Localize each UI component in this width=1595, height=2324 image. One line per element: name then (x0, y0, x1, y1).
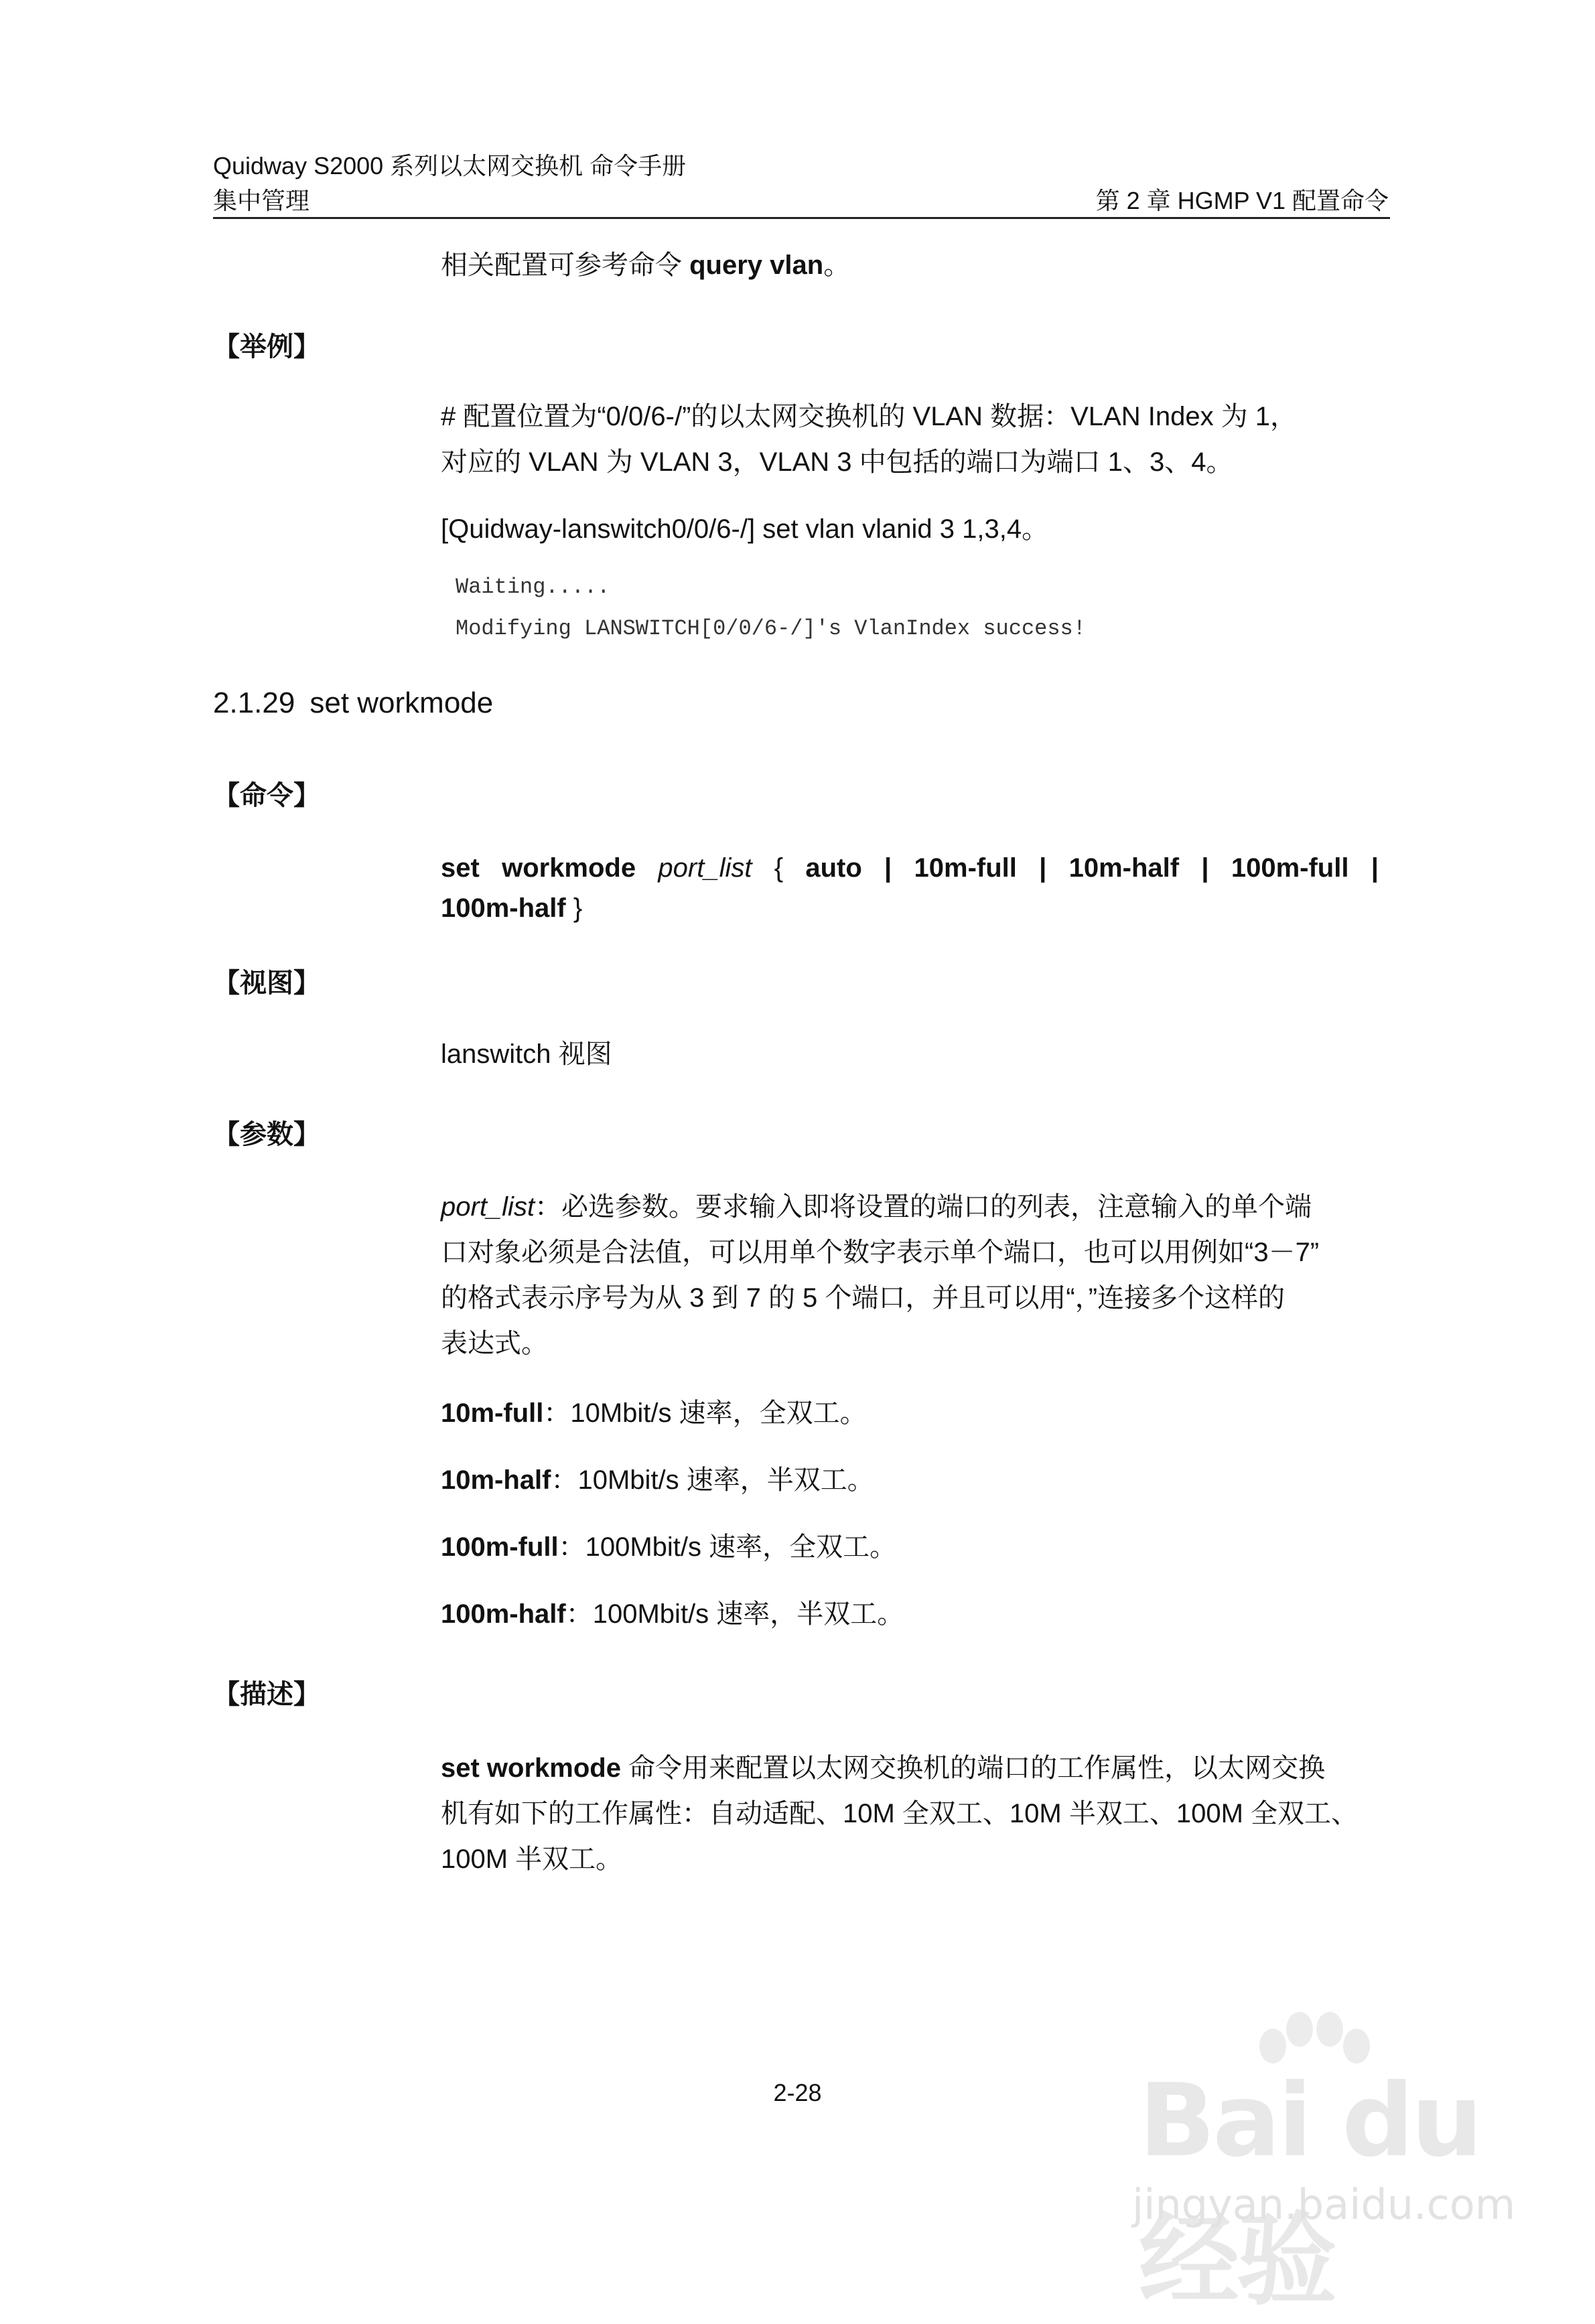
subsection-heading (213, 683, 493, 723)
param-item-name: 10m-full (441, 1398, 544, 1428)
param-port-list (441, 1184, 1379, 1366)
param-port-list-line2: 口对象必须是合法值，可以用单个数字表示单个端口，也可以用例如“3－7” (441, 1238, 1320, 1267)
desc-line3: 100M 半双工。 (441, 1844, 623, 1874)
param-port-list-name: port_list (441, 1192, 535, 1222)
param-item-name: 100m-full (441, 1532, 559, 1562)
param-port-list-text: ：必选参数。要求输入即将设置的端口的列表，注意输入的单个端 (535, 1192, 1312, 1222)
param-port-list-line1 (441, 1184, 1379, 1230)
param-item-name: 10m-half (441, 1465, 551, 1495)
desc-line2: 机有如下的工作属性：自动适配、10M 全双工、10M 半双工、100M 全双工、 (441, 1799, 1359, 1828)
view-tag: 【视图】 (213, 968, 320, 998)
syntax-option-10m-half: 10m-half (1068, 853, 1180, 883)
syntax-command: set workmode (441, 853, 636, 883)
example-description (441, 394, 1379, 485)
syntax-option-100m-full: 100m-full (1231, 853, 1349, 883)
view-text: lanswitch 视图 (441, 1039, 612, 1069)
example-output-line: Modifying LANSWITCH[0/0/6-/]'s VlanIndex success! (456, 616, 1086, 641)
param-port-list-line4: 表达式。 (441, 1329, 548, 1358)
command-syntax-line1 (441, 845, 1379, 891)
syntax-separator: | (1039, 853, 1047, 883)
header-left (213, 149, 686, 218)
intro-command: query vlan (689, 250, 824, 280)
param-port-list-line3: 的格式表示序号为从 3 到 7 的 5 个端口，并且可以用“，”连接多个这样的 (441, 1283, 1286, 1313)
syntax-option-10m-full: 10m-full (914, 853, 1017, 883)
header-title: Quidway S2000 系列以太网交换机 命令手册 (213, 152, 687, 179)
syntax-argument: port_list (658, 853, 752, 883)
subsection-title: set workmode (309, 686, 494, 719)
param-item-name: 100m-half (441, 1599, 566, 1629)
param-item-desc: ：10Mbit/s 速率，半双工。 (551, 1465, 874, 1495)
command-syntax (441, 845, 1379, 931)
desc-command: set workmode (441, 1753, 621, 1783)
command-tag: 【命令】 (213, 781, 320, 810)
example-desc-line2: 对应的 VLAN 为 VLAN 3，VLAN 3 中包括的端口为端口 1、3、4。 (441, 447, 1233, 477)
syntax-option-100m-half: 100m-half (441, 893, 566, 923)
example-tag: 【举例】 (213, 332, 320, 362)
baidu-watermark (1125, 2009, 1581, 2319)
syntax-separator: | (884, 853, 892, 883)
syntax-separator: | (1371, 853, 1379, 883)
params-tag: 【参数】 (213, 1120, 320, 1149)
header-section: 集中管理 (213, 187, 310, 214)
intro-paragraph (441, 242, 1379, 288)
example-output (456, 567, 1086, 650)
intro-prefix: 相关配置可参考命令 (441, 250, 690, 280)
param-item (441, 1524, 1379, 1570)
example-output-line: Waiting..... (456, 575, 610, 599)
header-chapter: 第 2 章 HGMP V1 配置命令 (1095, 187, 1389, 214)
desc-tag: 【描述】 (213, 1680, 320, 1709)
param-item-desc: ：100Mbit/s 速率，半双工。 (565, 1599, 904, 1629)
command-syntax-line2 (441, 885, 1379, 931)
param-item (441, 1591, 1379, 1637)
example-command-line: [Quidway-lanswitch0/0/6-/] set vlan vlanid 3 1,3,4。 (441, 514, 1049, 544)
syntax-open-brace: { (774, 853, 784, 883)
subsection-number: 2.1.29 (213, 686, 295, 719)
desc-line1 (441, 1745, 1379, 1791)
param-item-desc: ：10Mbit/s 速率，全双工。 (543, 1398, 867, 1428)
syntax-separator: | (1201, 853, 1209, 883)
desc-line1-text: 命令用来配置以太网交换机的端口的工作属性，以太网交换 (620, 1753, 1326, 1783)
watermark-url: jingyan.baidu.com (1132, 2180, 1516, 2229)
intro-suffix: 。 (823, 250, 851, 280)
watermark-brand: Bai du 经验 (1139, 2063, 1480, 2319)
param-item (441, 1457, 1379, 1503)
desc-paragraph (441, 1745, 1379, 1882)
syntax-option-auto: auto (805, 853, 862, 883)
param-item (441, 1390, 1379, 1436)
example-desc-line1: # 配置位置为“0/0/6-/”的以太网交换机的 VLAN 数据：VLAN Index 为 1， (441, 402, 1298, 431)
page-number: 2-28 (773, 2079, 822, 2106)
param-item-desc: ：100Mbit/s 速率，全双工。 (558, 1532, 897, 1562)
syntax-close-brace: } (573, 893, 583, 923)
header-divider (213, 217, 1390, 219)
